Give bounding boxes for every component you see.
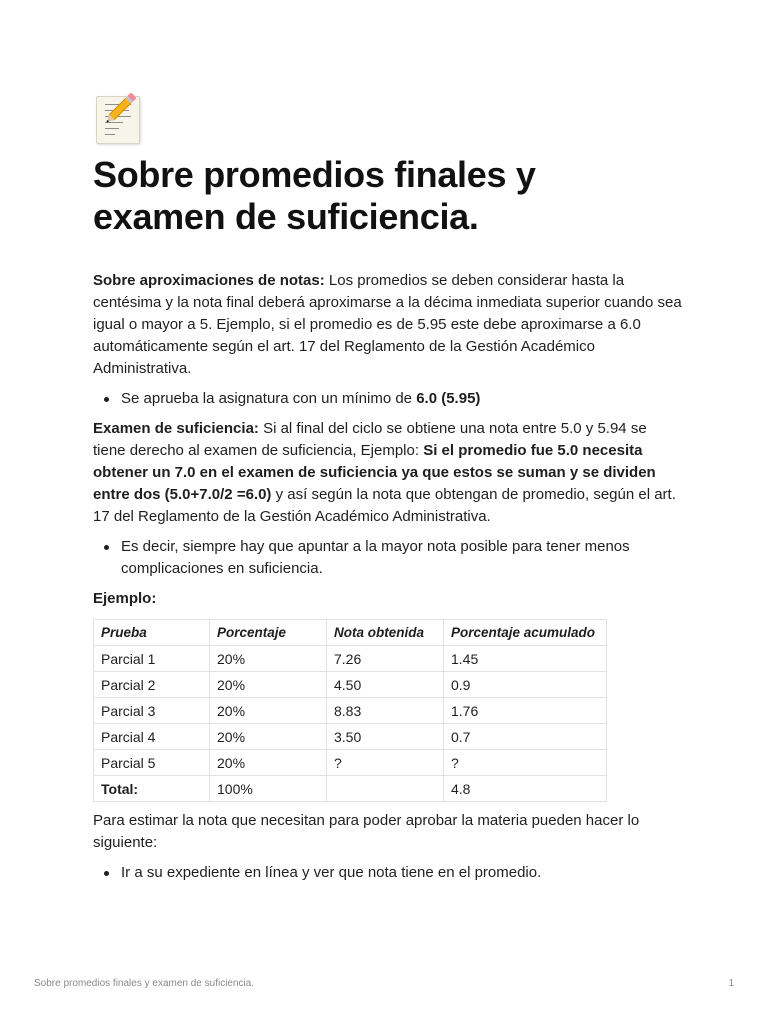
column-header: Nota obtenida [327, 620, 444, 646]
memo-pencil-icon [93, 94, 143, 146]
approximation-text: Los promedios se deben considerar hasta la centésima y la nota final deberá aproximarse a la décima inmediata superior cuando sea igual o mayor a 5. Ejemplo, si el promedio es de 5.95 este debe aproximarse a 6.0 automáticamente según el art. 17 del Reglamento de la Gestión Académico Administrativa. [93, 272, 682, 377]
table-cell: Total: [94, 776, 210, 802]
table-row [94, 672, 607, 698]
table-row [94, 646, 607, 672]
table-cell: 20% [210, 672, 327, 698]
table-cell [327, 776, 444, 802]
example-label: Ejemplo: [93, 590, 157, 607]
table-row [94, 750, 607, 776]
column-header: Porcentaje [210, 620, 327, 646]
approximation-paragraph [93, 270, 683, 380]
sufficiency-paragraph: Examen de suficiencia: Si al final del ciclo se obtiene una nota entre 5.0 y 5.94 se tiene derecho al examen de suficiencia, Ejemplo: Si el promedio fue 5.0 necesita obtener un 7.0 en el examen de suficiencia ya que estos se suman y se dividen entre dos (5.0+7.0/2 =6.0) y así según la nota que obtengan de promedio, según el art. 17 del Reglamento de la Gestión Académico Administrativa. [93, 420, 676, 525]
table-header-row [94, 620, 607, 646]
list-item: Es decir, siempre hay que apuntar a la mayor nota posible para tener menos complicaciones en suficiencia. [121, 536, 683, 580]
table-cell: 20% [210, 698, 327, 724]
sufficiency-list [93, 536, 683, 580]
footer-page-number: 1 [728, 978, 734, 989]
table-cell: 4.8 [444, 776, 607, 802]
table-row [94, 698, 607, 724]
table-cell: 1.76 [444, 698, 607, 724]
table-cell: 100% [210, 776, 327, 802]
table-cell: 0.7 [444, 724, 607, 750]
table-cell: Parcial 3 [94, 698, 210, 724]
approximation-list [93, 388, 683, 410]
column-header: Prueba [94, 620, 210, 646]
list-item: Ir a su expediente en línea y ver que nota tiene en el promedio. [121, 862, 683, 884]
table-cell: Parcial 2 [94, 672, 210, 698]
table-cell: 20% [210, 724, 327, 750]
table-cell: 20% [210, 750, 327, 776]
bullet-icon [104, 545, 109, 550]
list-item: Se aprueba la asignatura con un mínimo de 6.0 (5.95) [121, 388, 683, 410]
estimate-paragraph: Para estimar la nota que necesitan para poder aprobar la materia pueden hacer lo siguiente: [93, 812, 640, 851]
table-cell: ? [327, 750, 444, 776]
footer-title: Sobre promedios finales y examen de suficiencia. [34, 978, 255, 989]
table-cell: Parcial 1 [94, 646, 210, 672]
page-title: Sobre promedios finales y examen de suficiencia. [93, 154, 536, 237]
column-header: Porcentaje acumulado [444, 620, 607, 646]
table-cell: 1.45 [444, 646, 607, 672]
estimate-list [93, 862, 683, 884]
table-cell: Parcial 5 [94, 750, 210, 776]
table-cell: Parcial 4 [94, 724, 210, 750]
bullet-icon [104, 397, 109, 402]
table-cell: 20% [210, 646, 327, 672]
table-cell: 4.50 [327, 672, 444, 698]
table-cell: 3.50 [327, 724, 444, 750]
approximation-label: Sobre aproximaciones de notas: [93, 272, 325, 289]
table-cell: 0.9 [444, 672, 607, 698]
table-row-total [94, 776, 607, 802]
document-page [93, 94, 683, 884]
sufficiency-label: Examen de suficiencia: [93, 420, 259, 437]
table-cell: ? [444, 750, 607, 776]
grades-table [93, 619, 607, 802]
table-row [94, 724, 607, 750]
bullet-icon [104, 871, 109, 876]
table-cell: 7.26 [327, 646, 444, 672]
table-cell: 8.83 [327, 698, 444, 724]
